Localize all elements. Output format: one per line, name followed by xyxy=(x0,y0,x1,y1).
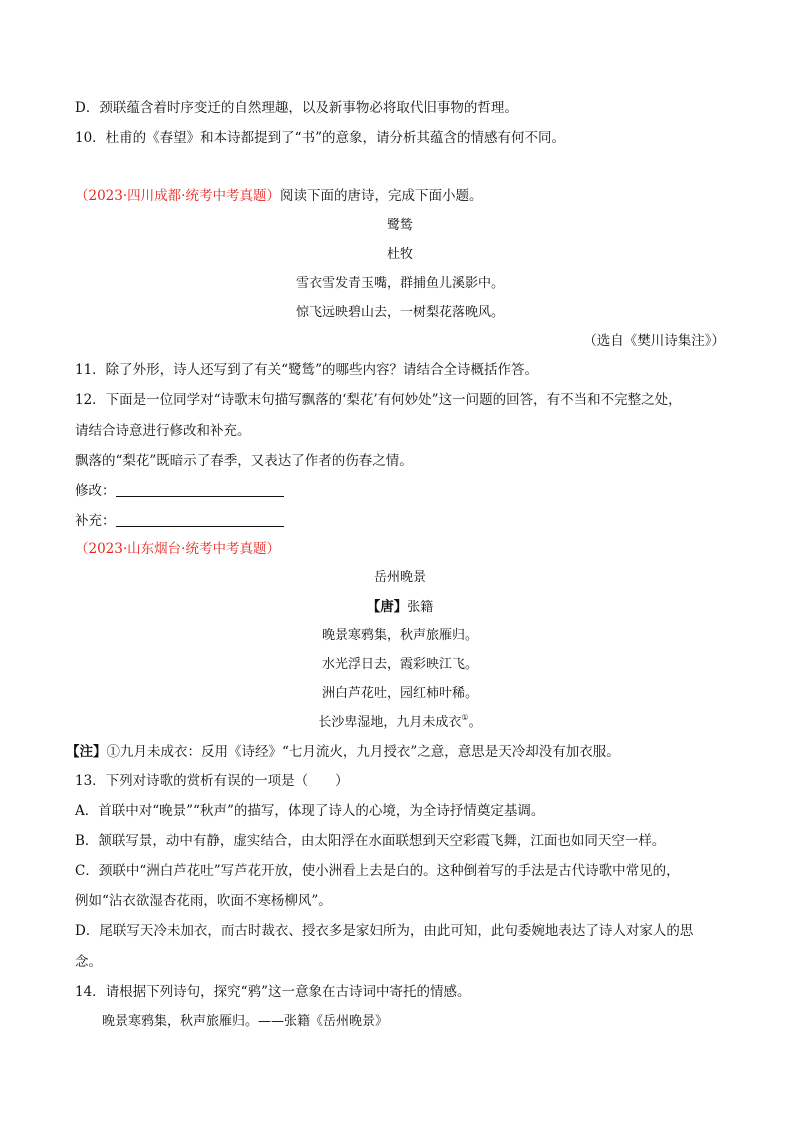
question-14-quote: 晚景寒鸦集，秋声旅雁归。——张籍《岳州晚景》 xyxy=(102,1014,389,1029)
q9-option-d: D．颈联蕴含着时序变迁的自然理趣，以及新事物必将取代旧事物的哲理。 xyxy=(75,100,518,116)
q13-option-b: B．颔联写景，动中有静，虚实结合，由太阳浮在水面联想到天空彩霞飞舞，江面也如同天空一样。 xyxy=(75,833,666,849)
footnote-marker: ① xyxy=(461,713,469,722)
poem2-line-4: 长沙卑湿地，九月未成衣 xyxy=(318,715,462,730)
poem2-dynasty: 【唐】 xyxy=(366,599,408,615)
note-text: ①九月未成衣：反用《诗经》“七月流火，九月授衣”之意，意思是天冷却没有加衣服。 xyxy=(106,744,620,760)
poem1-line-2: 惊飞远映碧山去，一树梨花落晚风。 xyxy=(295,305,504,320)
q13-option-c-line-2: 例如“沾衣欲湿杏花雨，吹面不寒杨柳风”。 xyxy=(75,893,332,909)
question-12-line-1: 12．下面是一位同学对“诗歌末句描写飘落的‘梨花’有何妙处”这一问题的回答，有不当和不完整之处， xyxy=(75,392,682,408)
question-14: 14．请根据下列诗句，探究“鸦”这一意象在古诗词中寄托的情感。 xyxy=(75,984,471,1000)
poem2-title: 岳州晚景 xyxy=(373,570,426,585)
poem2-line-3: 洲白芦花吐，园红柿叶稀。 xyxy=(321,686,478,701)
q13-option-c-line-1: C．颈联中“洲白芦花吐”写芦花开放，使小洲看上去是白的。这种倒着写的手法是古代诗歌中常见的， xyxy=(75,863,680,879)
revise-row xyxy=(75,481,284,501)
question-12-answer: 飘落的“梨花”既暗示了春季，又表达了作者的伤春之情。 xyxy=(75,453,413,469)
poem1-title: 鹭鸶 xyxy=(386,218,413,233)
source-heading-1 xyxy=(75,186,482,206)
question-13: 13．下列对诗歌的赏析有误的一项是（ ） xyxy=(75,773,349,789)
note-tag: 【注】 xyxy=(66,744,107,760)
revise-blank[interactable] xyxy=(116,482,284,497)
source-instruction-1: 阅读下面的唐诗，完成下面小题。 xyxy=(279,188,483,204)
poem2-author-row xyxy=(0,597,800,618)
poem1-source: （选自《樊川诗集注》） xyxy=(583,333,725,349)
q13-option-d-line-2: 念。 xyxy=(75,954,102,970)
question-10: 10．杜甫的《春望》和本诗都提到了“书”的意象，请分析其蕴含的情感有何不同。 xyxy=(75,130,565,146)
question-12-line-2: 请结合诗意进行修改和补充。 xyxy=(75,423,251,439)
supplement-row xyxy=(75,511,284,531)
poem1-author: 杜牧 xyxy=(386,247,413,262)
q13-option-d-line-1: D．尾联写天冷未加衣，而古时裁衣、授衣多是家妇所为，由此可知，此句委婉地表达了诗人对家人的思 xyxy=(75,923,694,939)
source-tag-1: （2023·四川成都·统考中考真题） xyxy=(75,188,280,204)
poem1-line-1: 雪衣雪发青玉嘴，群捕鱼儿溪影中。 xyxy=(295,276,504,291)
supplement-label: 补充： xyxy=(75,513,116,529)
q13-option-a: A．首联中对“晚景”“秋声”的描写，体现了诗人的心境，为全诗抒情奠定基调。 xyxy=(75,803,545,819)
poem2-line-4-row: 长沙卑湿地，九月未成衣①。 xyxy=(318,713,482,730)
question-11: 11．除了外形，诗人还写到了有关“鹭鸶”的哪些内容？请结合全诗概括作答。 xyxy=(75,362,538,378)
supplement-blank[interactable] xyxy=(116,512,284,527)
source-tag-2: （2023·山东烟台·统考中考真题） xyxy=(75,541,280,557)
poem2-line-2: 水光浮日去，霞彩映江飞。 xyxy=(321,657,478,672)
revise-label: 修改： xyxy=(75,483,116,499)
poem2-author: 张籍 xyxy=(407,600,434,615)
poem2-line-1: 晚景寒鸦集，秋声旅雁归。 xyxy=(321,628,478,643)
note-row xyxy=(66,742,620,762)
